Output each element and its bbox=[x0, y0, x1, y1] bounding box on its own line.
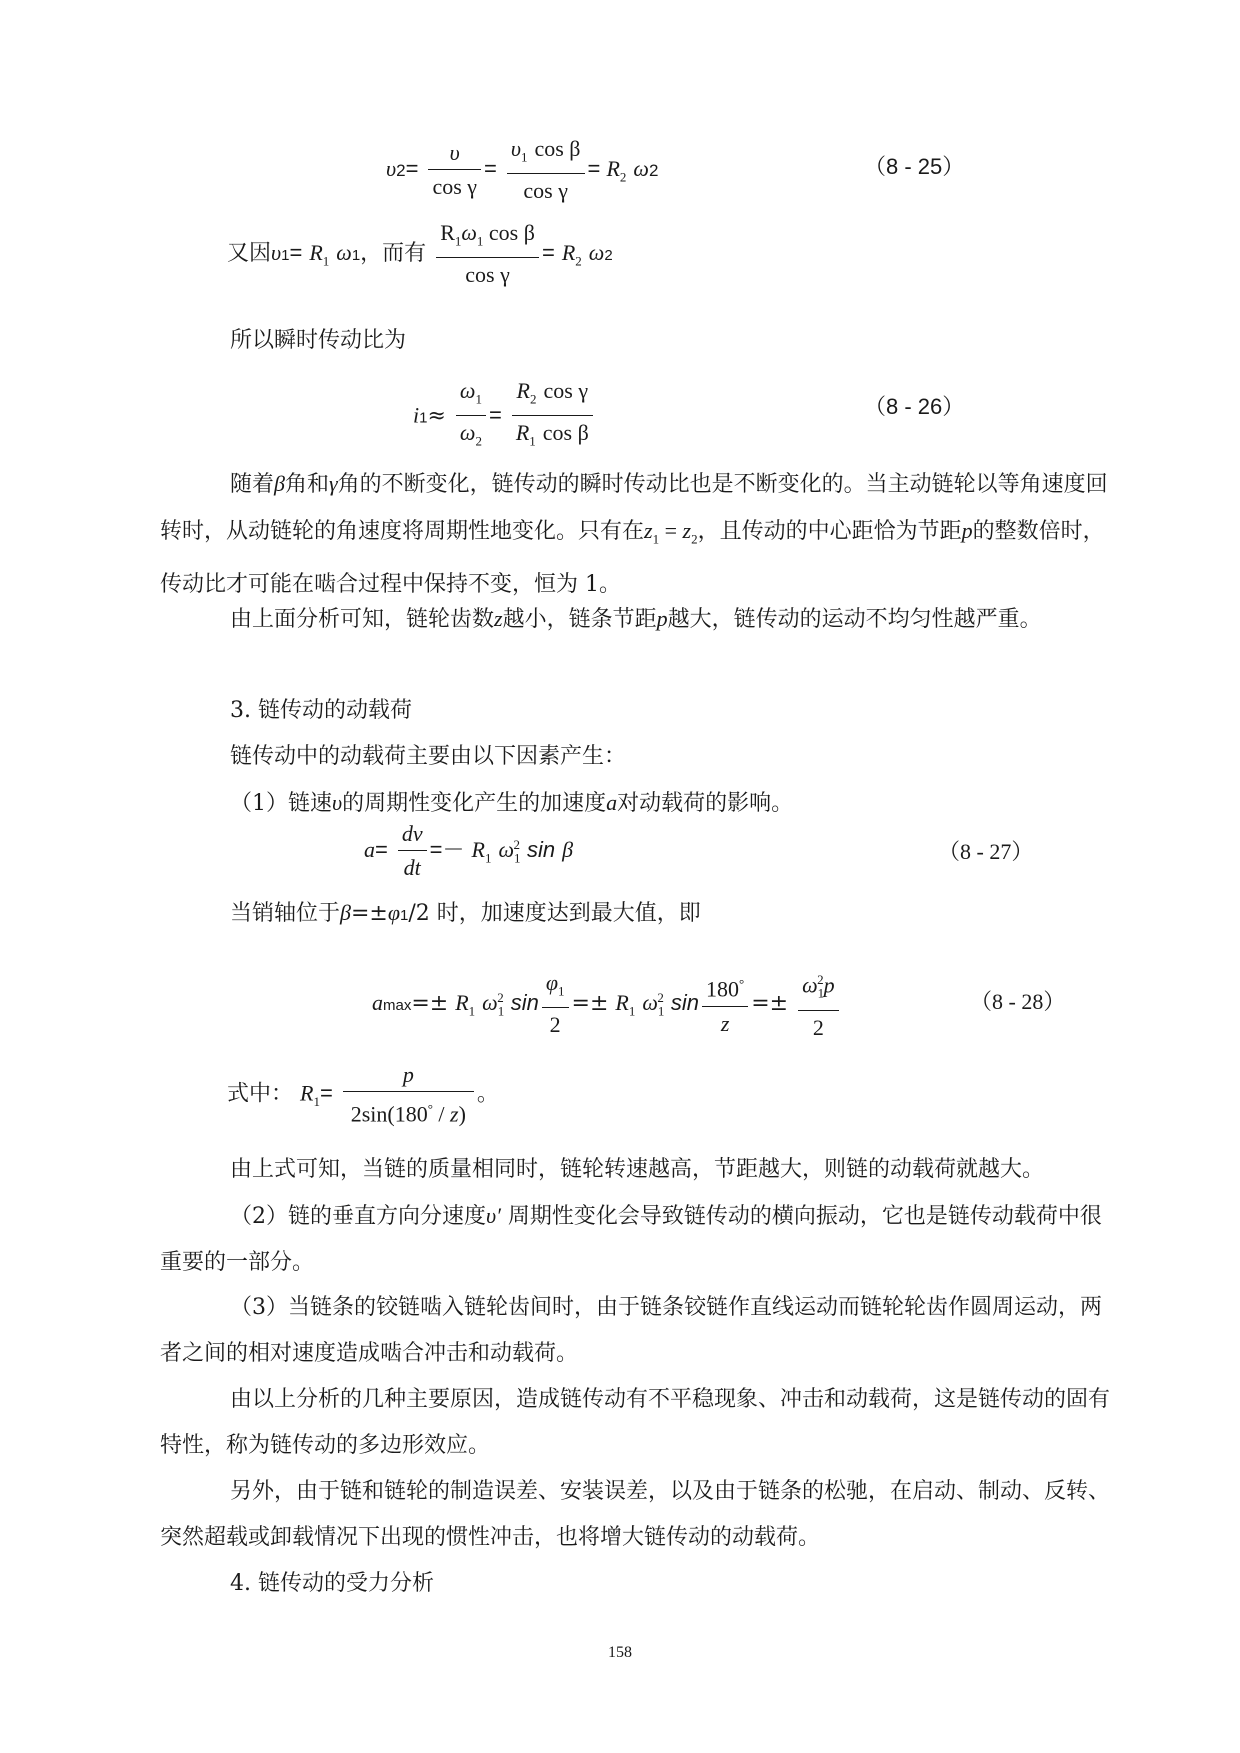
fraction-p-over-2sin: $\frac{p}{2\sin(180^\circ / z)}$ bbox=[343, 1062, 474, 1127]
item-3-meshing-impact: （3）当链条的铰链啮入链轮齿间时，由于链条铰链作直线运动而链轮轮齿作圆周运动，两者之间的相对速度造成啮合冲击和动载荷。 bbox=[160, 1295, 1103, 1366]
equation-number-8-26: （8 - 26） bbox=[864, 394, 965, 419]
item-2-vertical-speed: （2）链的垂直方向分速度υ′ 周期性变化会导致链传动的横向振动，它也是链传动载荷中很重要的一部分。 bbox=[160, 1203, 1102, 1275]
fraction-w1-over-w2: $\frac{\omega_1}{\omega_2}$ bbox=[456, 378, 486, 455]
line-pin-position: 当销轴位于β=±φ1/2 时，加速度达到最大值，即 bbox=[230, 900, 701, 926]
line-where-r1: 式中： $R_1=$ $\frac{p}{2\sin(180^\circ / z)}$ 。 bbox=[227, 1062, 499, 1127]
fraction-w1sq-p-over-2: $\frac{\omega_1^2p}{2}$ bbox=[798, 967, 839, 1041]
line-youyin: 又因$\upsilon 1= R_1$ ω1，而有 $\frac{R_1\omega_1 \cos \beta}{\text{cos γ}}$ = $R_2$ ω2 bbox=[227, 220, 613, 288]
fraction-r2cosgamma-over-r1cosbeta: $\frac{R_2 \cos \gamma}{R_1 \cos \beta}$ bbox=[512, 378, 593, 455]
paragraph-transmission-ratio: 随着β角和γ角的不断变化，链传动的瞬时传动比也是不断变化的。当主动链轮以等角速度回转时，从动链轮的角速度将周期性地变化。只有在$z_1 = z_2$，且传动的中心距恰为节距p的整数倍时，传动比才可能在啮合过程中保持不变，恒为 1。 bbox=[160, 471, 1108, 598]
paragraph-unevenness: 由上面分析可知，链轮齿数z越小，链条节距p越大，链传动的运动不均匀性越严重。 bbox=[230, 606, 1042, 632]
v2-symbol: υ bbox=[386, 156, 397, 182]
page-number: 158 bbox=[608, 1644, 632, 1661]
fraction-dv-over-dt: $\frac{dv}{dt}$ bbox=[398, 821, 427, 881]
paragraph-mass-conclusion: 由上式可知，当链的质量相同时，链轮转速越高，节距越大，则链的动载荷就越大。 bbox=[230, 1157, 1045, 1182]
equation-8-25: υ2= $\frac{\upsilon}{\text{cos γ}}$ = $\frac{\upsilon_1 \cos \beta}{\text{cos γ}}$ = $R_2$ ω2 bbox=[386, 136, 659, 204]
equation-8-27: a= $\frac{dv}{dt}$ =－ $R_1$ $\omega_1^2$ sin β bbox=[364, 821, 574, 880]
equation-8-28: $amax=\pm R_1$ $\omega_1^2$ sin $\frac{\varphi_1}{2}$ =± $R_1$ $\omega_1^2$ sin $\frac{180^\circ}{z}$ =± $\frac{\omega_1^2p}{2}$ bbox=[372, 967, 842, 1041]
paragraph-other-factors: 另外，由于链和链轮的制造误差、安装误差，以及由于链条的松驰，在启动、制动、反转、突然超载或卸载情况下出现的惯性冲击，也将增大链传动的动载荷。 bbox=[160, 1479, 1111, 1550]
fraction-180deg-over-z: $\frac{180^\circ}{z}$ bbox=[702, 971, 748, 1036]
fraction-r1w1cosbeta-over-cosgamma: $\frac{R_1\omega_1 \cos \beta}{\text{cos γ}}$ bbox=[436, 220, 539, 288]
heading-force-analysis: 4. 链传动的受力分析 bbox=[230, 1571, 434, 1596]
equation-number-8-25: （8 - 25） bbox=[864, 154, 965, 179]
paragraph-polygon-effect: 由以上分析的几种主要原因，造成链传动有不平稳现象、冲击和动载荷，这是链传动的固有特性，称为链传动的多边形效应。 bbox=[160, 1387, 1111, 1458]
fraction-v1cosbeta-over-cosgamma: $\frac{\upsilon_1 \cos \beta}{\text{cos γ}}$ bbox=[507, 136, 585, 204]
item-1-chain-speed: （1）链速υ的周期性变化产生的加速度a对动载荷的影响。 bbox=[230, 790, 794, 816]
fraction-v-over-cosgamma: $\frac{\upsilon}{\text{cos γ}}$ bbox=[428, 140, 481, 200]
text-ratio-intro: 所以瞬时传动比为 bbox=[230, 328, 407, 353]
fraction-phi1-over-2: $\frac{\varphi_1}{2}$ bbox=[542, 970, 569, 1038]
equation-number-8-27: （8 - 27） bbox=[938, 839, 1034, 864]
heading-dynamic-load: 3. 链传动的动载荷 bbox=[230, 698, 412, 723]
equation-8-26: i1≈ $\frac{\omega_1}{\omega_2}$ = $\frac{R_2 \cos \gamma}{R_1 \cos \beta}$ bbox=[413, 378, 596, 455]
paragraph-dynamic-load-causes: 链传动中的动载荷主要由以下因素产生： bbox=[230, 744, 627, 769]
equation-number-8-28: （8 - 28） bbox=[970, 989, 1066, 1014]
